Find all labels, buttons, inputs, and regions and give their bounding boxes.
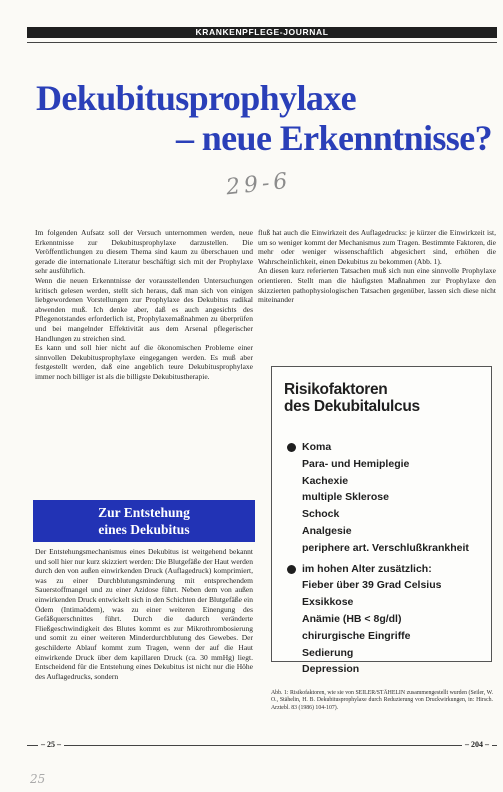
risk-item: Schock	[302, 508, 340, 521]
risk-item: Anämie (HB < 8g/dl)	[302, 612, 402, 625]
paragraph: fluß hat auch die Einwirkzeit des Auflagedrucks: je kürzer die Einwirkzeit ist, um so weniger kommt der Mechanismus zum Tragen. Bestimmte Faktoren, die mehr oder weniger wissenschaftlich abgesichert sind, erhöhen die Wahrscheinlichkeit, einen Dekubitus zu bekommen (Abb. 1).	[258, 228, 496, 266]
risk-item: Sedierung	[302, 646, 354, 659]
journal-header-bar: KRANKENPFLEGE-JOURNAL	[27, 27, 497, 38]
risk-title-line-1: Risikofaktoren	[284, 381, 388, 398]
risk-item: Depression	[302, 663, 360, 676]
page-number-left-value: 25	[47, 740, 55, 749]
pen-mark: 25	[30, 772, 46, 786]
risk-item: Analgesie	[302, 524, 352, 537]
risk-title-line-2: des Dekubitalulcus	[284, 398, 420, 415]
title-line-2: – neue Erkenntnisse?	[175, 118, 492, 158]
left-column-section	[35, 547, 253, 681]
right-column	[258, 228, 496, 305]
paragraph: Der Entstehungsmechanismus eines Dekubitus ist weitgehend bekannt und soll hier nur kurz skizziert werden: Die Blutgefäße der Haut werden durch den von außen einwirkenden Druck (Auflagedruck) komprimiert, was zu einer Durchblutungsminderung mit entsprechendem Sauerstoffmangel und zu einer Azidose führt. Neben dem von außen einwirkenden Druck entwickelt sich in den Schichten der Blutgefäße ein Ödem (Intimaödem), was zu einer weiteren Einengung des Gefäßquerschnittes führt. Durch die dadurch veränderte Fließgeschwindigkeit des Blutes kommt es zur Mikrothrombosierung und somit zu einer weiteren Minderdurchblutung des Gewebes. Der geschilderte Ablauf kommt zum Tragen, wenn der auf die Haut einwirkende Druck über dem kapillaren Druck (ca. 30 mmHg) liegt. Entscheidend für die Entstehung eines Dekubitus ist nicht nur die Höhe des Auflagedrucks, sondern	[35, 547, 253, 681]
top-rule	[27, 42, 497, 43]
section-heading-line-2: eines Dekubitus	[98, 522, 190, 537]
risk-item: Kachexie	[302, 474, 349, 487]
page-number-right-value: 204	[471, 740, 483, 749]
risk-item: Fieber über 39 Grad Celsius	[302, 579, 442, 592]
paragraph: Im folgenden Aufsatz soll der Versuch unternommen werden, neue Erkenntnisse zur Dekubitusprophylaxe darzustellen. Die Veröffentlichungen zu diesem Thema sind kaum zu überschauen und gerade die internationale Literatur beschäftigt sich mit der Prophylaxe sehr ausführlich.	[35, 228, 253, 276]
risk-factors-box	[271, 366, 492, 676]
figure-caption: Abb. 1: Risikofaktoren, wie sie von SEILER/STÄHELIN zusammengestellt wurden (Seiler, W. O., Stähelin, H. B. Dekubitusprophylaxe durch Reduzierung von Druckwirkungen, in: Hirsch. Arztebl. 83 (1986) 104-107).	[271, 690, 493, 711]
page-number-right: – 204 –	[462, 740, 492, 749]
risk-item: periphere art. Verschlußkrankheit	[302, 541, 469, 554]
risk-item: Exsikkose	[302, 596, 354, 609]
paragraph: An diesen kurz referierten Tatsachen muß sich nun eine sinnvolle Prophylaxe orientieren. Stellt man die häufigsten Maßnahmen zur Prophylaxe den skizzierten pathophysiologischen Tatsachen gegenüber, lassen sich diese nicht miteinander	[258, 266, 496, 305]
risk-item: Koma	[286, 439, 491, 456]
paragraph: Es kann und soll hier nicht auf die ökonomischen Probleme einer sinnvollen Dekubitusprophylaxe eingegangen werden. Es muß aber festgestellt werden, daß eine angeblich teure Dekubitusprophylaxe immer noch billiger ist als die billigste Dekubitustherapie.	[35, 343, 253, 381]
article-title	[34, 78, 496, 158]
risk-item: multiple Sklerose	[302, 491, 389, 504]
handwritten-note: 29-6	[224, 168, 293, 201]
risk-factor-list	[286, 439, 491, 678]
title-line-1: Dekubitusprophylaxe	[36, 78, 357, 118]
risk-box-title	[284, 381, 420, 415]
risk-item: Para- und Hemiplegie	[302, 457, 410, 470]
left-column-intro	[35, 228, 253, 382]
risk-item: im hohen Alter zusätzlich:	[286, 561, 491, 578]
page-number-left: – 25 –	[38, 740, 64, 749]
paragraph: Wenn die neuen Erkenntnisse der vorausstellenden Untersuchungen kritisch gelesen werden, stellt sich heraus, daß man sich von einigen liebgewordenen Vorstellungen zur Prophylaxe des Dekubitus radikal abwenden muß. Ich denke aber, daß es auch angesichts des Pflegenotstandes erforderlich ist, Prophylaxemaßnahmen zu überprüfen und bei mangelnder Effektivität aus dem Arsenal pflegerischer Handlungen zu streichen sind.	[35, 275, 253, 343]
section-heading-box	[33, 500, 255, 542]
bottom-rule	[27, 745, 497, 746]
section-heading-line-1: Zur Entstehung	[98, 505, 190, 520]
risk-item: chirurgische Eingriffe	[302, 629, 411, 642]
